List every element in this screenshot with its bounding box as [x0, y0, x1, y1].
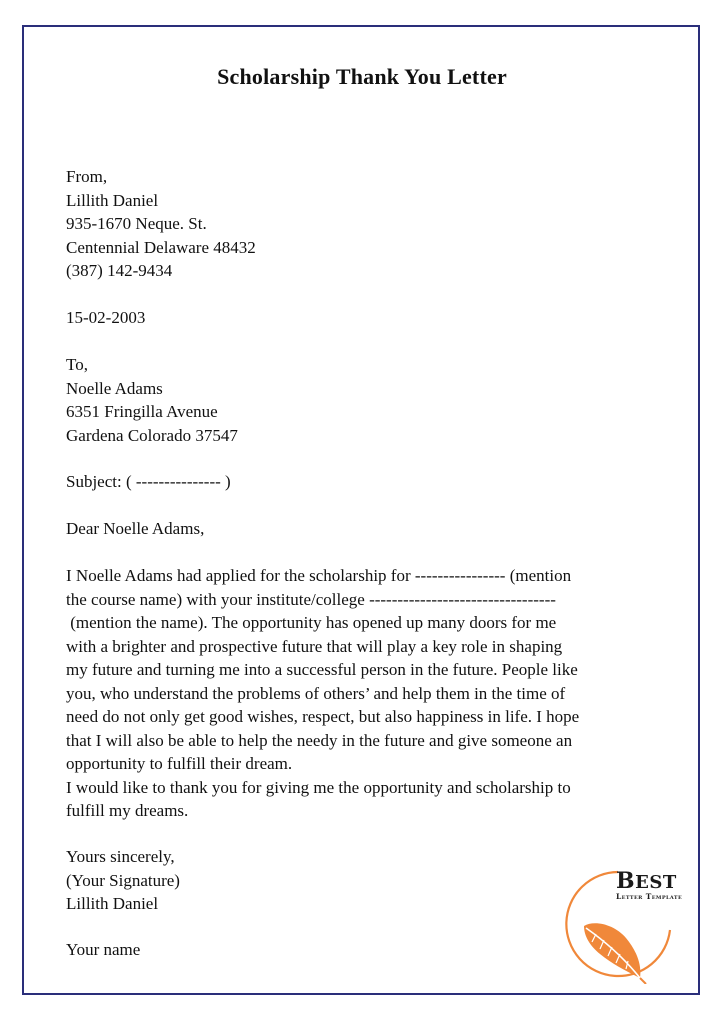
closing-name: Lillith Daniel — [66, 894, 159, 913]
date-text: 15-02-2003 — [66, 308, 146, 327]
body-line: I would like to thank you for giving me the opportunity and scholarship to — [66, 777, 571, 797]
body-line: the course name) with your institute/college --------------------------------- — [66, 589, 556, 609]
sender-name: Lillith Daniel — [66, 190, 159, 210]
recipient-address — [66, 353, 238, 447]
sender-address — [66, 165, 256, 283]
body-line: (mention the name). The opportunity has opened up many doors for me — [66, 613, 557, 632]
subject-line — [66, 470, 231, 494]
your-name-text: Your name — [66, 940, 141, 959]
salutation-text: Dear Noelle Adams, — [66, 519, 205, 538]
letter-date — [66, 306, 145, 330]
body-line: you, who understand the problems of others’ and help them in the time of — [66, 683, 566, 703]
body-line: need do not only get good wishes, respect, but also happiness in life. I hope — [66, 707, 580, 726]
body-line: that I will also be able to help the needy in the future and give someone an — [66, 730, 573, 750]
sign-off: Yours sincerely, — [66, 847, 175, 866]
body-line: opportunity to fulfill their dream. — [66, 754, 293, 773]
recipient-street: 6351 Fringilla Avenue — [66, 402, 218, 421]
sender-street: 935-1670 Neque. St. — [66, 214, 207, 233]
sender-phone: (387) 142-9434 — [66, 261, 173, 280]
logo-tagline: Letter Template — [616, 892, 683, 901]
from-label: From, — [66, 167, 108, 186]
letter-title: Scholarship Thank You Letter — [217, 64, 507, 89]
logo-wordmark — [616, 868, 683, 902]
recipient-name: Noelle Adams — [66, 378, 163, 398]
letter-body — [66, 564, 666, 823]
logo-word: BEST — [616, 868, 677, 894]
signature-placeholder: (Your Signature) — [66, 870, 180, 890]
body-line: my future and turning me into a successful person in the future. People like — [66, 660, 578, 679]
sender-city: Centennial Delaware 48432 — [66, 237, 256, 257]
to-label: To, — [66, 355, 88, 374]
body-line: with a brighter and prospective future that will play a key role in shaping — [66, 636, 563, 656]
subject-text: Subject: ( --------------- ) — [66, 472, 231, 491]
body-line: fulfill my dreams. — [66, 801, 189, 820]
your-name-line — [66, 938, 140, 962]
recipient-city: Gardena Colorado 37547 — [66, 425, 238, 445]
body-line: I Noelle Adams had applied for the scholarship for ---------------- (mention — [66, 566, 572, 585]
closing — [66, 845, 180, 916]
salutation — [66, 517, 204, 541]
